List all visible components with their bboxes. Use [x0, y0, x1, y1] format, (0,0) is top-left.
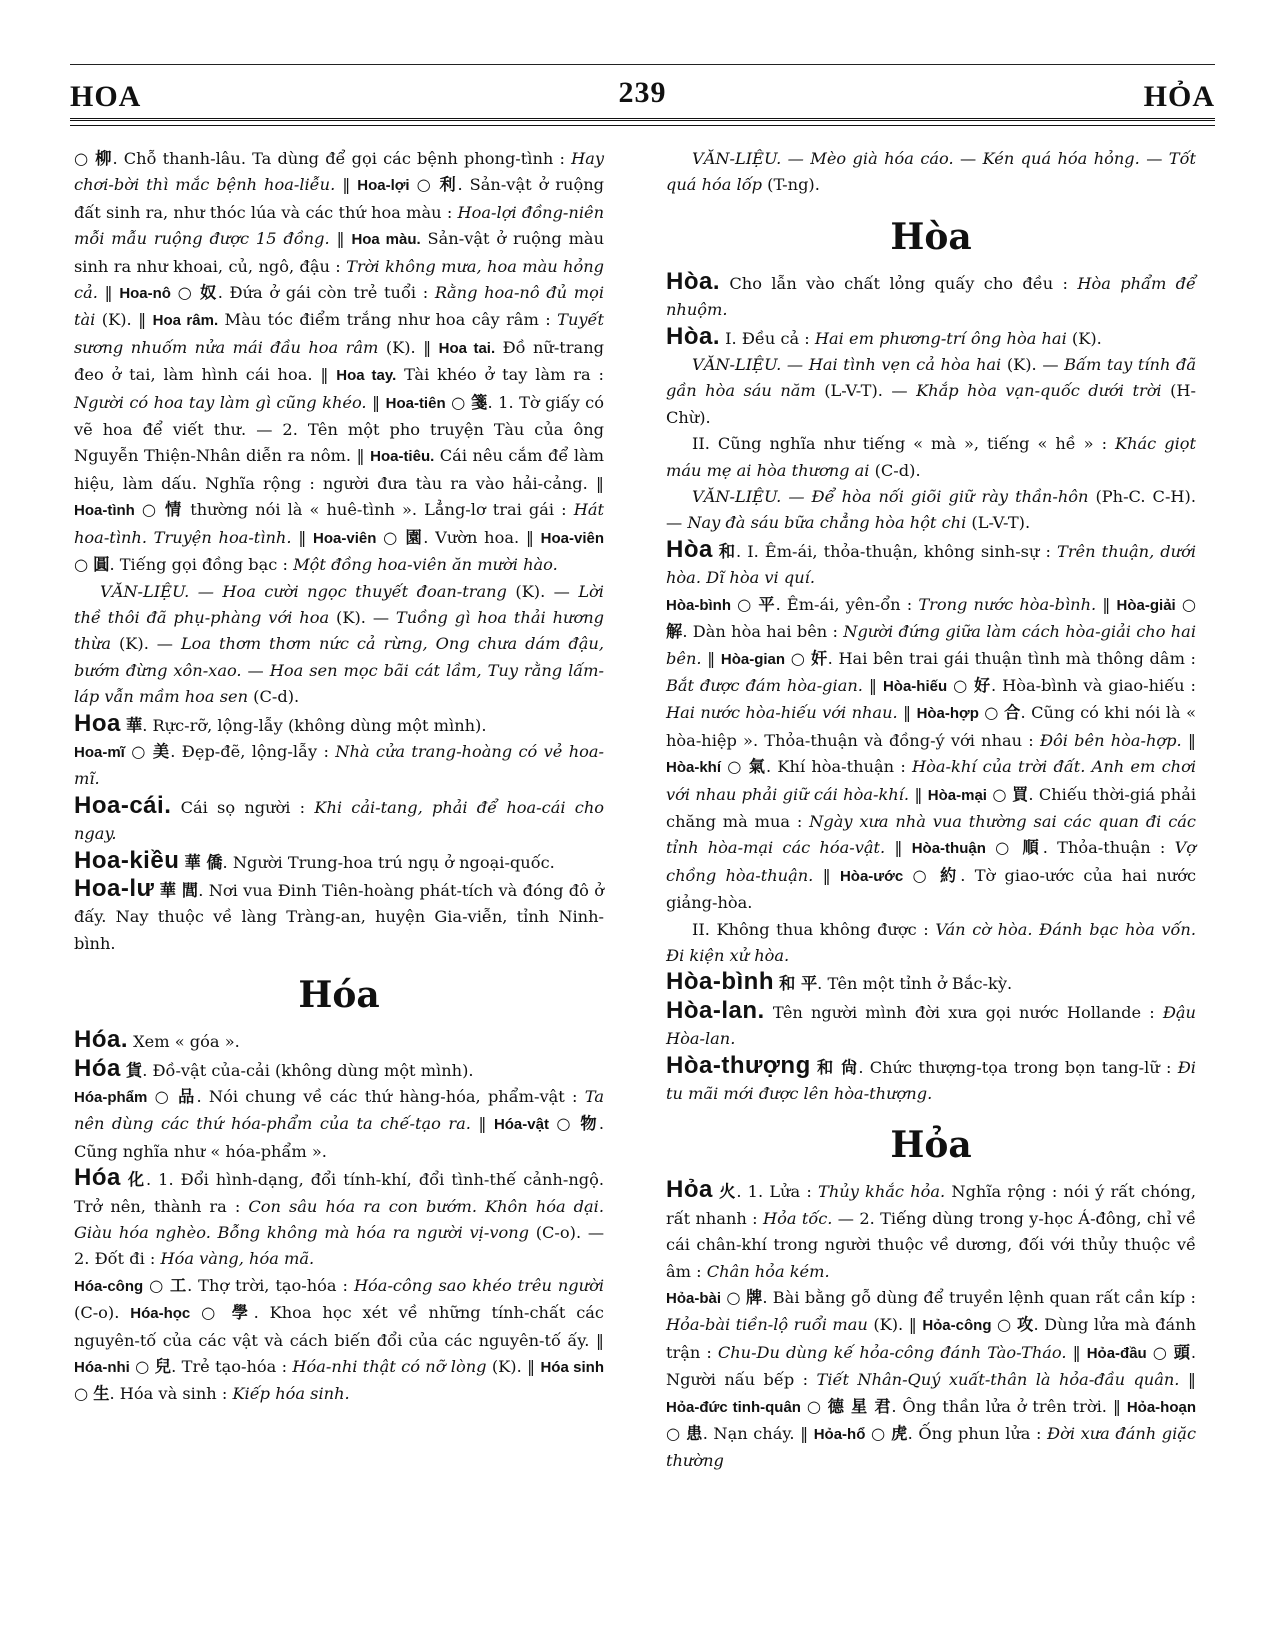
- running-head-left: HOA: [70, 80, 142, 113]
- dictionary-entry: VĂN-LIỆU. — Mèo già hóa cáo. — Kén quá hóa hỏng. — Tốt quá hóa lốp (T-ng).: [666, 149, 1196, 195]
- right-column: [666, 146, 1196, 1475]
- running-head-right: HỎA: [1143, 80, 1215, 113]
- section-heading: Hỏa: [890, 1124, 972, 1167]
- dictionary-entry: Hóa 化. 1. Đổi hình-dạng, đổi tính-khí, đổi tình-thế cảnh-ngộ. Trở nên, thành ra : Con sâu hóa ra con bướm. Khôn hóa dại. Giàu hóa nghèo. Bỗng không mà hóa ra người vị-vong (C-o). — 2. Đốt đi : Hóa vàng, hóa mã.: [74, 1164, 605, 1269]
- section-heading: Hóa: [298, 974, 380, 1017]
- dictionary-entry: Hoa-cái. Cái sọ người : Khi cải-tang, phải để hoa-cái cho ngay.: [74, 791, 604, 844]
- dictionary-entry: Hóa. Xem « góa ».: [74, 1026, 240, 1054]
- dictionary-entry: Hòa. I. Đều cả : Hai em phương-trí ông hòa hai (K).: [666, 322, 1102, 350]
- header-rule: [70, 118, 1215, 126]
- dictionary-entry: Hoa 華. Rực-rỡ, lộng-lẫy (không dùng một mình).: [74, 709, 487, 737]
- dictionary-entry: Hỏa-bài ○ 牌. Bài bằng gỗ dùng để truyền lệnh quan rất cần kíp : Hỏa-bài tiền-lộ ruổi mau (K). ‖ Hỏa-công ○ 攻. Dùng lửa mà đánh trận : Chu-Du dùng kế hỏa-công đánh Tào-Tháo. ‖ Hỏa-đầu ○ 頭. Người nấu bếp : Tiết Nhân-Quý xuất-thân là hỏa-đầu quân. ‖ Hỏa-đức tinh-quân ○ 德 星 君. Ông thần lửa ở trên trời. ‖ Hỏa-hoạn ○ 患. Nạn cháy. ‖ Hỏa-hổ ○ 虎. Ống phun lửa : Đời xưa đánh giặc thường: [666, 1288, 1197, 1471]
- dictionary-entry: Hòa-bình 和 平. Tên một tỉnh ở Bắc-kỳ.: [666, 968, 1013, 996]
- page-header: [70, 72, 1215, 124]
- dictionary-entry: ○ 柳. Chỗ thanh-lâu. Ta dùng để gọi các bệnh phong-tình : Hay chơi-bời thì mắc bệnh hoa-liễu. ‖ Hoa-lợi ○ 利. Sản-vật ở ruộng đất sinh ra, như thóc lúa và các thứ hoa màu : Hoa-lợi đồng-niên mỗi mẫu ruộng được 15 đồng. ‖ Hoa màu. Sản-vật ở ruộng màu sinh ra như khoai, củ, ngô, đậu : Trời không mưa, hoa màu hỏng cả. ‖ Hoa-nô ○ 奴. Đứa ở gái còn trẻ tuổi : Rằng hoa-nô đủ mọi tài (K). ‖ Hoa râm. Màu tóc điểm trắng như hoa cây râm : Tuyết sương nhuốm nửa mái đầu hoa râm (K). ‖ Hoa tai. Đồ nữ-trang đeo ở tai, làm hình cái hoa. ‖ Hoa tay. Tài khéo ở tay làm ra : Người có hoa tay làm gì cũng khéo. ‖ Hoa-tiên ○ 箋. 1. Tờ giấy có vẽ hoa để viết thư. — 2. Tên một pho truyện Tàu của ông Nguyễn Thiện-Nhân diễn ra nôm. ‖ Hoa-tiêu. Cái nêu cắm để làm hiệu, làm dấu. Nghĩa rộng : người đưa tàu ra vào hải-cảng. ‖ Hoa-tình ○ 情 thường nói là « huê-tình ». Lẳng-lơ trai gái : Hát hoa-tình. Truyện hoa-tình. ‖ Hoa-viên ○ 園. Vườn hoa. ‖ Hoa-viên ○ 圓. Tiếng gọi đồng bạc : Một đồng hoa-viên ăn mười hào.: [74, 149, 605, 575]
- dictionary-entry: Hóa-công ○ 工. Thợ trời, tạo-hóa : Hóa-công sao khéo trêu người (C-o). Hóa-học ○ 學. Khoa học xét về những tính-chất các nguyên-tố của các vật và cách biến đổi của các nguyên-tố ấy. ‖ Hóa-nhi ○ 兒. Trẻ tạo-hóa : Hóa-nhi thật có nỡ lòng (K). ‖ Hóa sinh ○ 生. Hóa và sinh : Kiếp hóa sinh.: [74, 1275, 605, 1404]
- dictionary-entry: Hòa-bình ○ 平. Êm-ái, yên-ổn : Trong nước hòa-bình. ‖ Hòa-giải ○ 解. Dàn hòa hai bên : Người đứng giữa làm cách hòa-giải cho hai bên. ‖ Hòa-gian ○ 奸. Hai bên trai gái thuận tình mà thông dâm : Bắt được đám hòa-gian. ‖ Hòa-hiếu ○ 好. Hòa-bình và giao-hiếu : Hai nước hòa-hiếu với nhau. ‖ Hòa-hợp ○ 合. Cũng có khi nói là « hòa-hiệp ». Thỏa-thuận và đồng-ý với nhau : Đôi bên hòa-hợp. ‖ Hòa-khí ○ 氣. Khí hòa-thuận : Hòa-khí của trời đất. Anh em chơi với nhau phải giữ cái hòa-khí. ‖ Hòa-mại ○ 買. Chiếu thời-giá phải chăng mà mua : Ngày xưa nhà vua thường sai các quan đi các tỉnh hòa-mại các hóa-vật. ‖ Hòa-thuận ○ 順. Thỏa-thuận : Vợ chồng hòa-thuận. ‖ Hòa-ước ○ 約. Tờ giao-ước của hai nước giảng-hòa.: [666, 594, 1197, 913]
- dictionary-entry: Hóa-phẩm ○ 品. Nói chung về các thứ hàng-hóa, phẩm-vật : Ta nên dùng các thứ hóa-phẩm của ta chế-tạo ra. ‖ Hóa-vật ○ 物. Cũng nghĩa như « hóa-phẩm ».: [74, 1087, 605, 1161]
- dictionary-entry: VĂN-LIỆU. — Hai tình vẹn cả hòa hai (K). — Bấm tay tính đã gần hòa sáu năm (L-V-T). — Khắp hòa vạn-quốc dưới trời (H-Chừ).: [666, 355, 1197, 427]
- dictionary-entry: Hoa-mĩ ○ 美. Đẹp-đẽ, lộng-lẫy : Nhà cửa trang-hoàng có vẻ hoa-mĩ.: [74, 741, 605, 789]
- dictionary-entry: Hoa-kiều 華 僑. Người Trung-hoa trú ngụ ở ngoại-quốc.: [74, 846, 555, 874]
- left-column: [74, 146, 604, 1408]
- dictionary-entry: Hòa-lan. Tên người mình đời xưa gọi nước Hollande : Đậu Hòa-lan.: [666, 996, 1196, 1049]
- page-number: 239: [618, 76, 667, 109]
- dictionary-entry: Hòa-thượng 和 尙. Chức thượng-tọa trong bọn tang-lữ : Đi tu mãi mới được lên hòa-thượng.: [666, 1051, 1196, 1103]
- dictionary-entry: Hỏa 火. 1. Lửa : Thủy khắc hỏa. Nghĩa rộng : nói ý rất chóng, rất nhanh : Hỏa tốc. — 2. Tiếng dùng trong y-học Á-đông, chỉ về cái chân-khí trong người thuộc về dương, đối với thủy thuộc về âm : Chân hỏa kém.: [666, 1176, 1197, 1281]
- dictionary-entry: II. Không thua không được : Ván cờ hòa. Đánh bạc hòa vốn. Đi kiện xử hòa.: [666, 919, 1196, 965]
- section-heading: Hòa: [890, 215, 972, 258]
- dictionary-entry: Hóa 貨. Đồ-vật của-cải (không dùng một mình).: [74, 1054, 474, 1082]
- dictionary-entry: Hòa 和. I. Êm-ái, thỏa-thuận, không sinh-sự : Trên thuận, dưới hòa. Dĩ hòa vi quí.: [666, 535, 1196, 588]
- dictionary-entry: VĂN-LIỆU. — Để hòa nối giõi giữ rày thần-hôn (Ph-C. C-H). — Nay đà sáu bữa chẳng hòa hột chi (L-V-T).: [666, 487, 1196, 533]
- dictionary-entry: Hoa-lư 華 閭. Nơi vua Đinh Tiên-hoàng phát-tích và đóng đô ở đấy. Nay thuộc về làng Tràng-an, huyện Gia-viễn, tỉnh Ninh-bình.: [74, 874, 604, 953]
- top-rule: [70, 64, 1215, 65]
- dictionary-entry: II. Cũng nghĩa như tiếng « mà », tiếng « hề » : Khác giọt máu mẹ ai hòa thương ai (C-d).: [666, 434, 1197, 480]
- dictionary-entry: VĂN-LIỆU. — Hoa cười ngọc thuyết đoan-trang (K). — Lời thề thôi đã phụ-phàng với hoa (K). — Tuồng gì hoa thải hương thừa (K). — Loa thơm thơm nức cả rừng, Ong chưa dám đậu, bướm đừng xôn-xao. — Hoa sen mọc bãi cát lầm, Tuy rằng lấm-láp vẫn mầm hoa sen (C-d).: [74, 581, 605, 707]
- dictionary-entry: Hòa. Cho lẫn vào chất lỏng quấy cho đều : Hòa phẩm để nhuộm.: [666, 267, 1196, 320]
